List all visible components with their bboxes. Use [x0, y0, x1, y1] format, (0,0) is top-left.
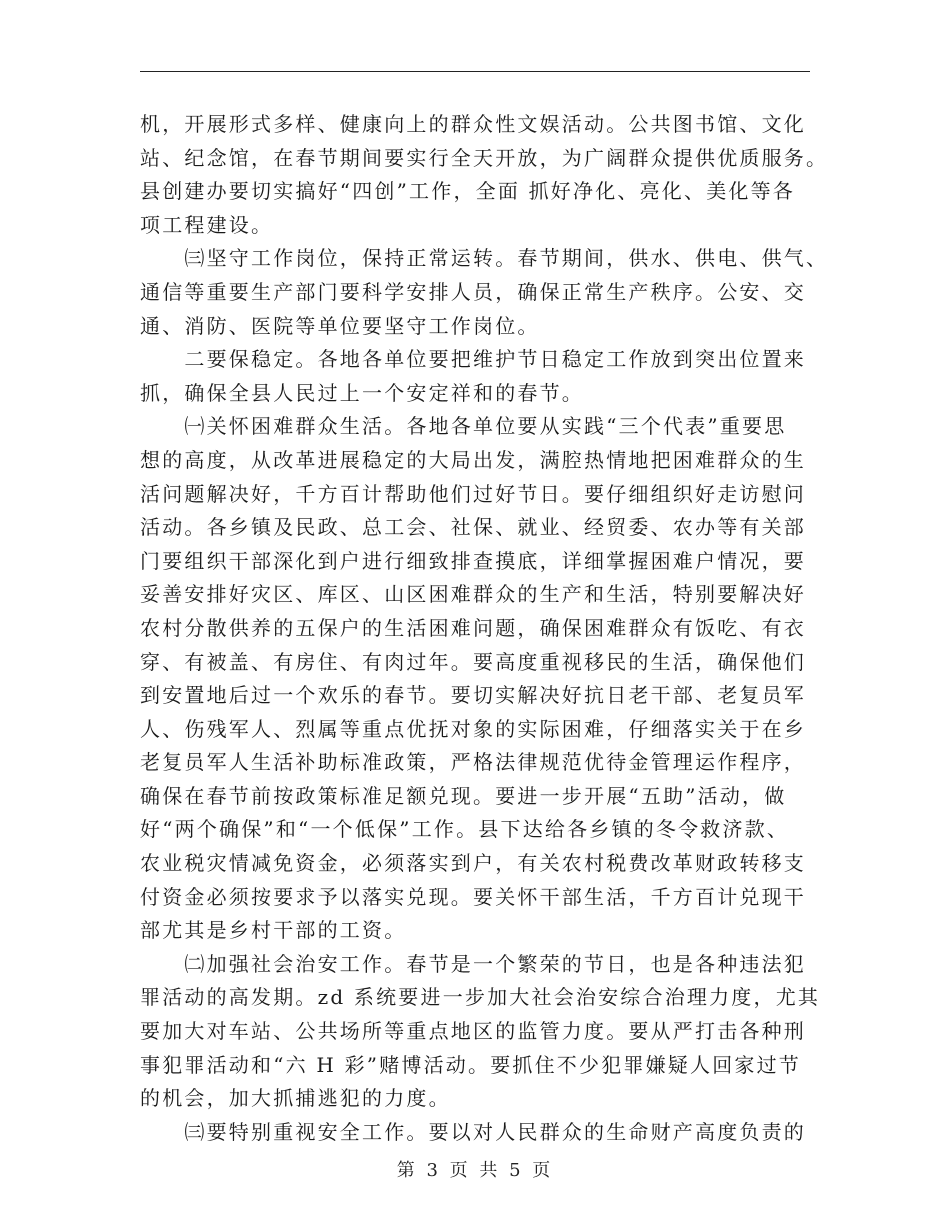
- text-line: 要加大对车站、公共场所等重点地区的监管力度。要从严打击各种刑: [140, 1019, 806, 1044]
- text-line: 部尤其是乡村干部的工资。: [140, 918, 407, 943]
- page-number-label: 第 3 页 共 5 页: [396, 1160, 554, 1181]
- text-line: 机，开展形式多样、健康向上的群众性文娱活动。公共图书馆、文化: [140, 112, 806, 136]
- text-line: ㈢要特别重视安全工作。要以对人民群众的生命财产高度负责的: [140, 1119, 806, 1144]
- text-line: 站、纪念馆，在春节期间要实行全天开放，为广阔群众提供优质服务。: [140, 145, 829, 170]
- text-line: 活动。各乡镇及民政、总工会、社保、就业、经贸委、农办等有关部: [140, 515, 806, 540]
- text-line: 项工程建设。: [140, 212, 274, 237]
- text-line: 好“两个确保”和“一个低保”工作。县下达给各乡镇的冬令救济款、: [140, 817, 790, 842]
- text-line: 农村分散供养的五保户的生活困难问题，确保困难群众有饭吃、有衣: [140, 615, 806, 640]
- text-line: 确保在春节前按政策标准足额兑现。要进一步开展“五助”活动，做: [140, 783, 787, 808]
- text-line: 县创建办要切实搞好“四创”工作，全面 抓好净化、亮化、美化等各: [140, 179, 796, 204]
- text-line: 活问题解决好，千方百计帮助他们过好节日。要仔细组织好走访慰问: [140, 481, 806, 506]
- text-line: 的机会，加大抓捕逃犯的力度。: [140, 1086, 451, 1111]
- text-line: ㈢坚守工作岗位，保持正常运转。春节期间，供水、供电、供气、: [140, 246, 829, 271]
- text-line: 事犯罪活动和“六 H 彩”赌博活动。要抓住不少犯罪嫌疑人回家过节: [140, 1052, 802, 1077]
- text-line: 妥善安排好灾区、库区、山区困难群众的生产和生活，特别要解决好: [140, 582, 806, 607]
- text-line: 通信等重要生产部门要科学安排人员，确保正常生产秩序。公安、交: [140, 279, 806, 304]
- text-line: ㈠关怀困难群众生活。各地各单位要从实践“三个代表”重要思: [140, 414, 787, 439]
- page-footer: [0, 1156, 950, 1182]
- text-line: 人、伤残军人、烈属等重点优抚对象的实际困难，仔细落实关于在乡: [140, 716, 806, 741]
- text-line: 抓，确保全县人民过上一个安定祥和的春节。: [140, 380, 584, 405]
- document-body: [140, 108, 829, 1149]
- text-line: 罪活动的高发期。zd 系统要进一步加大社会治安综合治理力度，尤其: [140, 985, 821, 1010]
- text-line: ㈡加强社会治安工作。春节是一个繁荣的节日，也是各种违法犯: [140, 951, 806, 976]
- header-rule: [140, 71, 810, 72]
- text-line: 付资金必须按要求予以落实兑现。要关怀干部生活，千方百计兑现干: [140, 884, 806, 909]
- text-line: 穿、有被盖、有房住、有肉过年。要高度重视移民的生活，确保他们: [140, 649, 806, 674]
- text-line: 到安置地后过一个欢乐的春节。要切实解决好抗日老干部、老复员军: [140, 683, 806, 708]
- text-line: 通、消防、医院等单位要坚守工作岗位。: [140, 313, 540, 338]
- text-line: 门要组织干部深化到户进行细致排查摸底，详细掌握困难户情况，要: [140, 548, 806, 573]
- text-line: 老复员军人生活补助标准政策，严格法律规范优待金管理运作程序，: [140, 750, 806, 775]
- text-line: 想的高度，从改革进展稳定的大局出发，满腔热情地把困难群众的生: [140, 447, 806, 472]
- text-line: 二要保稳定。各地各单位要把维护节日稳定工作放到突出位置来: [140, 347, 806, 372]
- text-line: 农业税灾情减免资金，必须落实到户，有关农村税费改革财政转移支: [140, 851, 806, 876]
